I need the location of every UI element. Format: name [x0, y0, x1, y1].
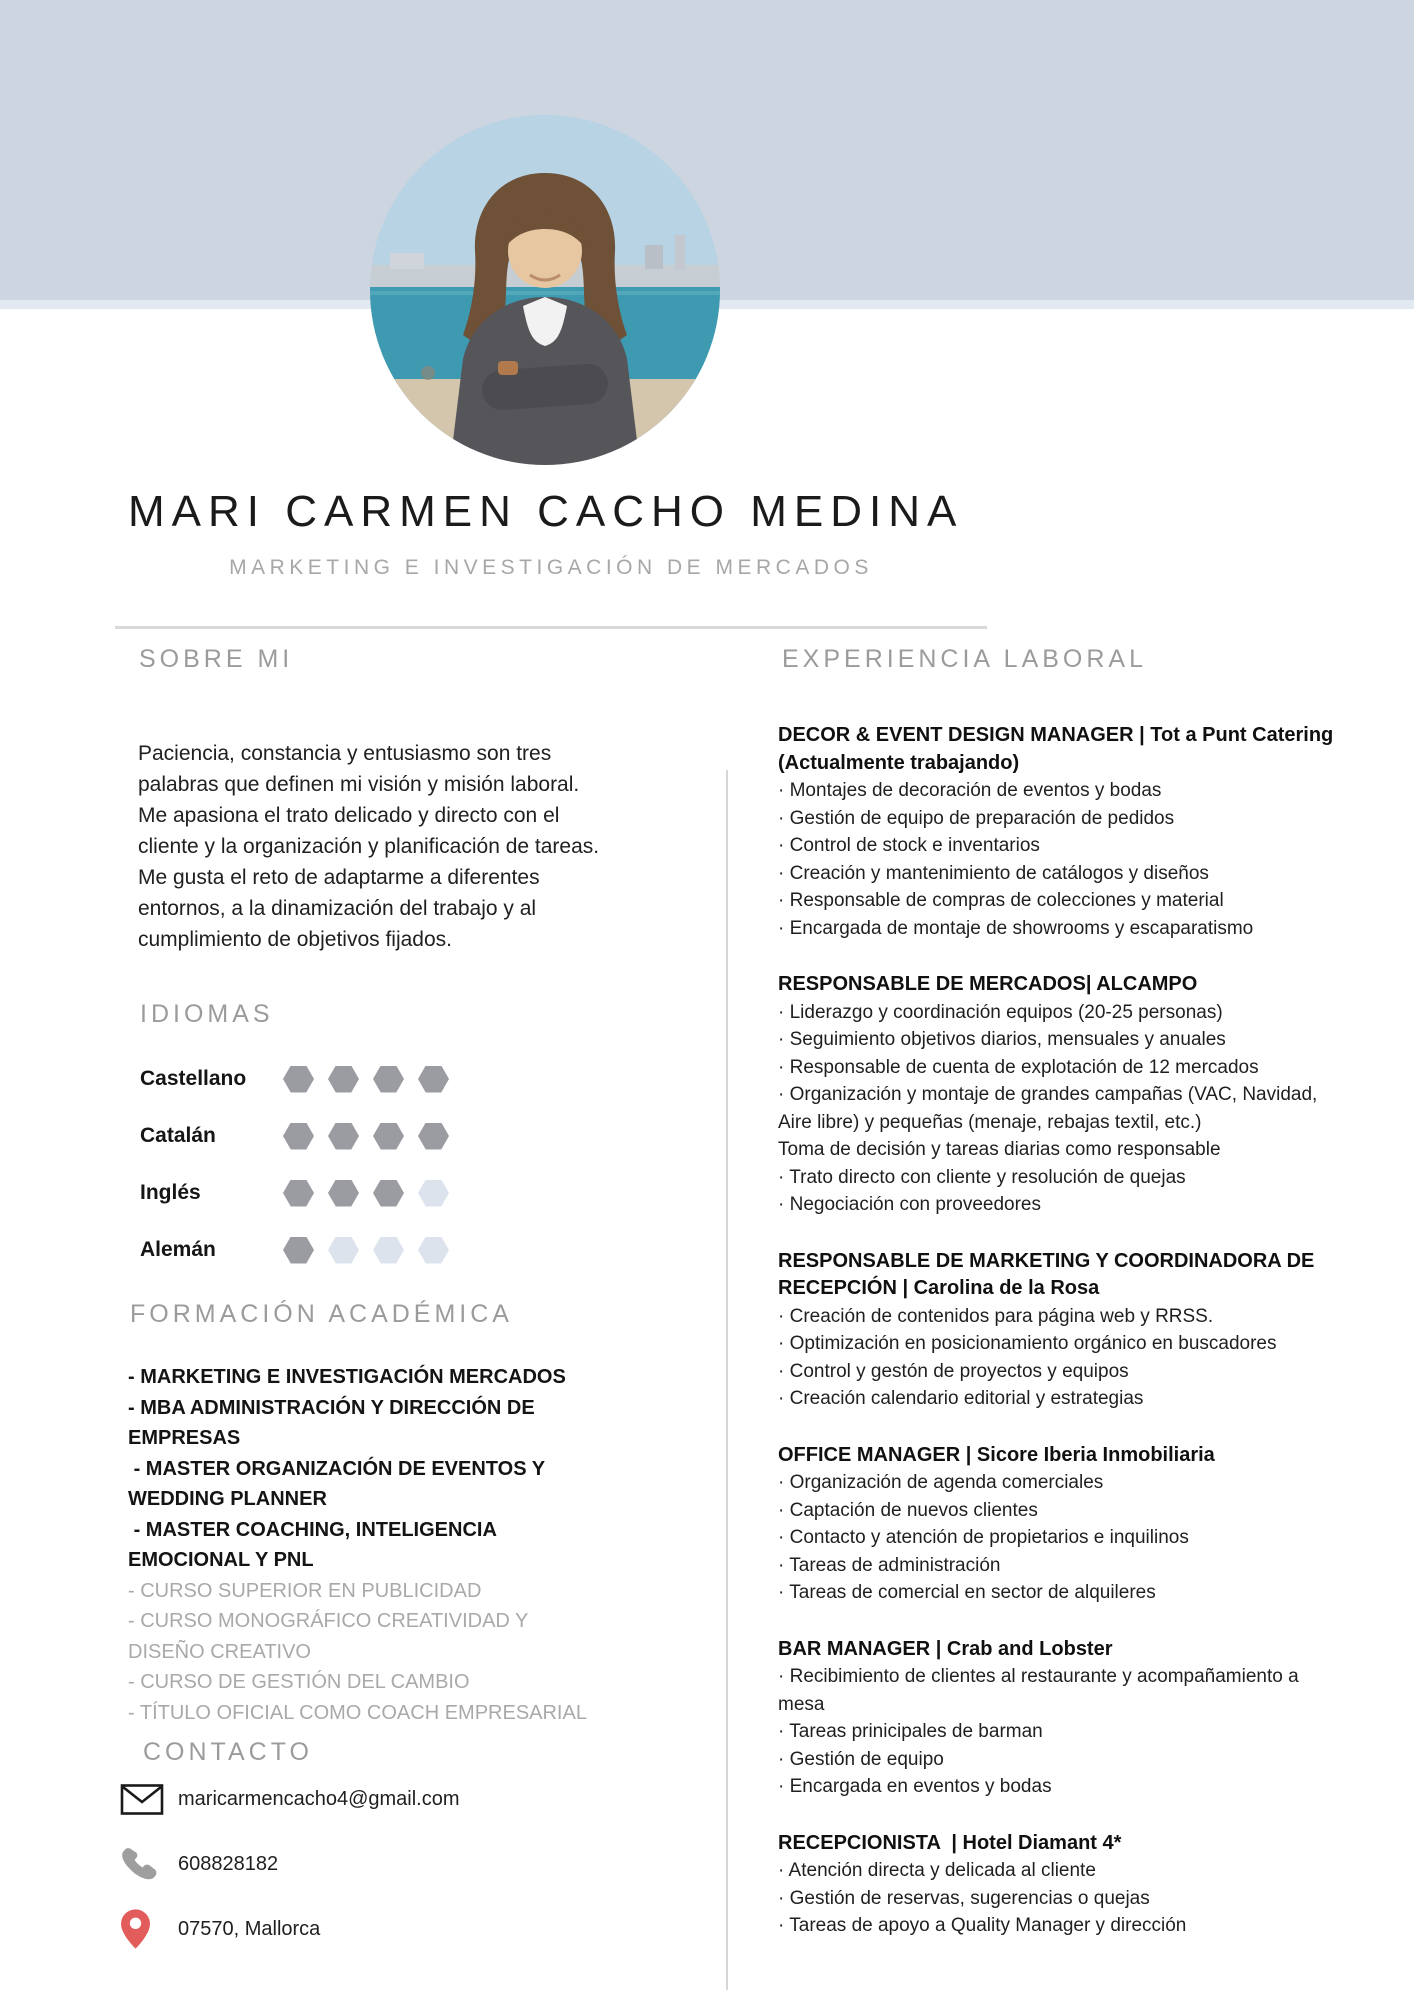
job-bullet-line: · Responsable de compras de colecciones y material [778, 890, 1224, 911]
job-title: RESPONSABLE DE MERCADOS| ALCAMPO [778, 973, 1198, 995]
job-entry [778, 1442, 1350, 1607]
job-title: OFFICE MANAGER | Sicore Iberia Inmobiliaria [778, 1443, 1215, 1466]
level-hex-filled [373, 1066, 404, 1093]
language-list [140, 1060, 610, 1288]
section-title-contact: CONTACTO [143, 1738, 313, 1766]
education-degree: - MARKETING E INVESTIGACIÓN MERCADOS [128, 1366, 566, 1388]
job-bullet-line: · Control y gestón de proyectos y equipos [778, 1360, 1129, 1382]
education-course: - CURSO SUPERIOR EN PUBLICIDAD [128, 1579, 482, 1602]
job-bullet-line: · Liderazgo y coordinación equipos (20-25 personas) [778, 1001, 1223, 1023]
job-bullet-line: · Control de stock e inventarios [778, 835, 1040, 856]
level-hex-filled [283, 1123, 314, 1150]
job-bullet-line: · Tareas de apoyo a Quality Manager y dirección [778, 1915, 1187, 1936]
job-bullet-line: · Trato directo con cliente y resolución de quejas [778, 1166, 1186, 1188]
contact-phone: 608828182 [178, 1852, 279, 1875]
education-degree: - MBA ADMINISTRACIÓN Y DIRECCIÓN DE EMPRESAS [128, 1396, 541, 1449]
language-label: Inglés [140, 1181, 201, 1204]
job-bullet-line: · Optimización en posicionamiento orgánico en buscadores [778, 1333, 1277, 1354]
level-hex-empty [373, 1237, 404, 1264]
job-bullet-line: · Gestión de equipo [778, 1748, 944, 1770]
job-bullet-line: · Creación de contenidos para página web y RRSS. [778, 1305, 1214, 1327]
level-hex-empty [418, 1237, 449, 1264]
level-hex-filled [283, 1180, 314, 1207]
job-bullet-line: · Gestión de reservas, sugerencias o quejas [778, 1887, 1150, 1909]
job-bullet-line: · Seguimiento objetivos diarios, mensuales y anuales [778, 1029, 1226, 1050]
language-label: Alemán [140, 1238, 216, 1261]
job-bullet-line: · Montajes de decoración de eventos y bodas [778, 780, 1162, 801]
job-bullet-line: · Encargada de montaje de showrooms y escaparatismo [778, 917, 1254, 939]
level-hex-filled [283, 1237, 314, 1264]
contact-row-email [120, 1778, 460, 1820]
level-hex-filled [418, 1066, 449, 1093]
location-pin-icon [120, 1908, 178, 1950]
job-bullet-line: · Organización y montaje de grandes campañas (VAC, Navidad, Aire libre) y pequeñas (menaje, rebajas textil, etc.) [778, 1084, 1318, 1133]
language-row [140, 1060, 610, 1098]
section-title-about: SOBRE MI [139, 645, 294, 673]
job-bullet-line: · Atención directa y delicada al cliente [778, 1860, 1096, 1881]
level-hex-filled [328, 1123, 359, 1150]
job-bullet-line: · Creación y mantenimiento de catálogos y diseños [778, 862, 1209, 884]
person-headline: MARKETING E INVESTIGACIÓN DE MERCADOS [229, 556, 873, 579]
contact-row-phone [120, 1843, 460, 1885]
job-bullet-line: · Negociación con proveedores [778, 1194, 1041, 1215]
language-label: Catalán [140, 1124, 216, 1147]
job-entry [778, 971, 1350, 1219]
job-bullet-line: · Gestión de equipo de preparación de pedidos [778, 807, 1175, 829]
education-list [128, 1362, 606, 1728]
job-entry [778, 1248, 1350, 1413]
job-entry [778, 1830, 1350, 1940]
education-course: - CURSO MONOGRÁFICO CREATIVIDAD Y DISEÑO CREATIVO [128, 1610, 534, 1663]
level-hex-empty [328, 1237, 359, 1264]
job-bullet-line: · Tareas de administración [778, 1554, 1001, 1576]
job-bullet-line: · Tareas de comercial en sector de alquileres [778, 1582, 1156, 1603]
job-entry [778, 722, 1350, 942]
column-divider [726, 770, 728, 1990]
contact-location: 07570, Mallorca [178, 1917, 321, 1940]
level-hex-filled [328, 1066, 359, 1093]
job-bullet-line: · Creación calendario editorial y estrategias [778, 1388, 1144, 1409]
job-bullet-line: · Captación de nuevos clientes [778, 1499, 1038, 1521]
envelope-icon [120, 1783, 178, 1816]
level-hex-filled [373, 1180, 404, 1207]
job-bullet-line: · Responsable de cuenta de explotación de 12 mercados [778, 1056, 1259, 1078]
language-level [283, 1066, 449, 1093]
level-hex-filled [328, 1180, 359, 1207]
job-title: DECOR & EVENT DESIGN MANAGER | Tot a Punt Catering (Actualmente trabajando) [778, 724, 1339, 774]
contact-list [120, 1778, 460, 1973]
job-entry [778, 1636, 1350, 1801]
profile-photo [370, 115, 720, 465]
language-row [140, 1231, 610, 1269]
experience-list [778, 722, 1350, 1969]
contact-email: maricarmencacho4@gmail.com [178, 1787, 460, 1810]
job-title: RECEPCIONISTA | Hotel Diamant 4* [778, 1831, 1122, 1854]
education-course: - TÍTULO OFICIAL COMO COACH EMPRESARIAL [128, 1701, 587, 1724]
education-degree: - MASTER COACHING, INTELIGENCIA EMOCIONAL Y PNL [128, 1518, 502, 1571]
header-divider [115, 626, 987, 629]
job-bullet-line: · Encargada en eventos y bodas [778, 1776, 1052, 1797]
language-level [283, 1123, 449, 1150]
language-row [140, 1117, 610, 1155]
job-bullet-line: Toma de decisión y tareas diarias como responsable [778, 1139, 1221, 1160]
job-bullet-line: · Tareas prinicipales de barman [778, 1721, 1043, 1742]
language-label: Castellano [140, 1067, 247, 1090]
language-level [283, 1237, 449, 1264]
job-bullet-line: · Organización de agenda comerciales [778, 1472, 1104, 1493]
section-title-experience: EXPERIENCIA LABORAL [782, 645, 1148, 673]
person-name: MARI CARMEN CACHO MEDINA [128, 487, 964, 536]
section-title-languages: IDIOMAS [140, 1000, 274, 1028]
level-hex-empty [418, 1180, 449, 1207]
phone-icon [120, 1845, 178, 1883]
level-hex-filled [283, 1066, 314, 1093]
education-degree: - MASTER ORGANIZACIÓN DE EVENTOS Y WEDDING PLANNER [128, 1457, 551, 1510]
job-title: RESPONSABLE DE MARKETING Y COORDINADORA DE RECEPCIÓN | Carolina de la Rosa [778, 1249, 1320, 1299]
section-title-education: FORMACIÓN ACADÉMICA [130, 1300, 513, 1328]
education-course: - CURSO DE GESTIÓN DEL CAMBIO [128, 1671, 470, 1693]
language-level [283, 1180, 449, 1207]
level-hex-filled [373, 1123, 404, 1150]
job-bullet-line: · Recibimiento de clientes al restaurante y acompañamiento a mesa [778, 1666, 1299, 1715]
job-bullet-line: · Contacto y atención de propietarios e inquilinos [778, 1527, 1189, 1548]
about-text: Paciencia, constancia y entusiasmo son tres palabras que definen mi visión y misión laboral. Me apasiona el trato delicado y directo con el cliente y la organización y planificación de tareas. Me gusta el reto de adaptarme a diferentes entornos, a la dinamización del trabajo y al cumplimiento de objetivos fijados. [138, 742, 600, 951]
profile-photo-illustration [370, 115, 720, 465]
language-row [140, 1174, 610, 1212]
level-hex-filled [418, 1123, 449, 1150]
contact-row-location [120, 1908, 460, 1950]
job-title: BAR MANAGER | Crab and Lobster [778, 1637, 1113, 1660]
